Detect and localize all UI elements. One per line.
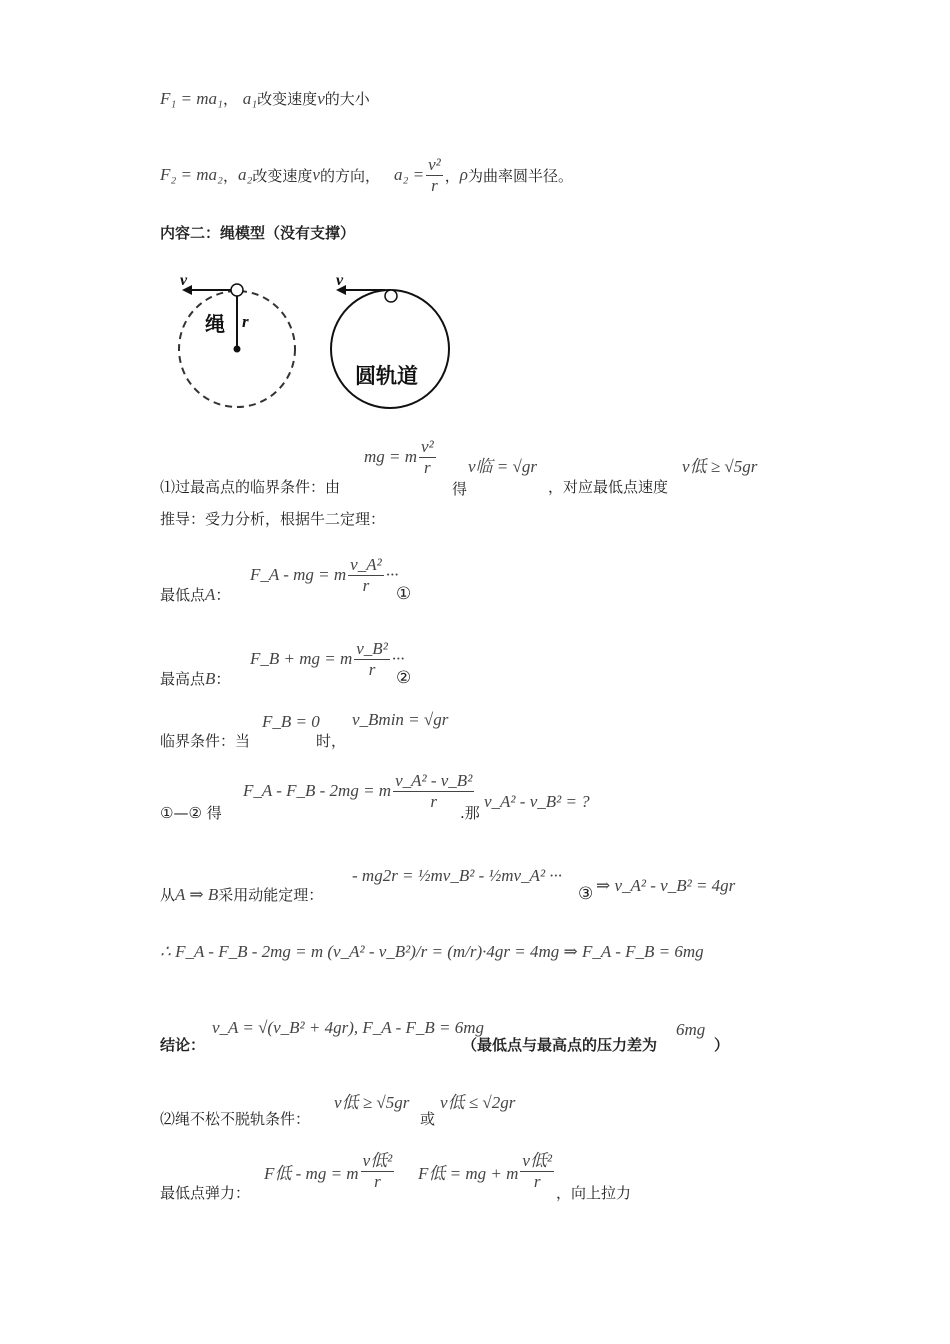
colon: ： bbox=[215, 670, 231, 688]
denominator: r bbox=[533, 1171, 541, 1191]
numerator: v_A² bbox=[350, 554, 382, 574]
colon: ： bbox=[215, 586, 231, 604]
critical-label: 临界条件：当 bbox=[160, 732, 251, 750]
label-track: 圆轨道 bbox=[355, 364, 418, 388]
rope-model-diagram bbox=[170, 265, 460, 415]
formula-vbmin: v_Bmin = √gr bbox=[352, 710, 449, 729]
cond1-formula bbox=[364, 432, 438, 482]
formula-fb-zero: F_B = 0 bbox=[262, 712, 320, 731]
numerator: v_A² - v_B² bbox=[395, 770, 473, 790]
numerator: v_B² bbox=[356, 638, 388, 658]
formula-f2: F₂ = ma₂ bbox=[160, 165, 223, 184]
denominator: r bbox=[374, 1171, 381, 1191]
fraction bbox=[361, 1151, 395, 1192]
formula-conclusion: v_A = √(v_B² + 4gr), F_A - F_B = 6mg bbox=[212, 1018, 484, 1037]
formula-v-low: v低 ≥ √5gr bbox=[682, 457, 758, 476]
formula-f1: F₁ = ma₁ bbox=[160, 89, 223, 108]
text-lowest-speed: ，对应最低点速度 bbox=[548, 478, 669, 496]
ball-track bbox=[385, 290, 397, 302]
line-f1 bbox=[160, 88, 370, 109]
track-circle bbox=[331, 290, 449, 408]
dots: ··· bbox=[385, 565, 399, 584]
symbol-v: v bbox=[317, 89, 325, 108]
numerator: v低² bbox=[362, 1150, 393, 1170]
conclusion-6mg: 6mg bbox=[676, 1020, 706, 1039]
formula-diff: F_A - F_B - 2mg = m bbox=[243, 781, 392, 800]
formula-fa: F_A - mg = m bbox=[250, 565, 347, 584]
symbol-rho: ρ bbox=[459, 165, 468, 184]
center-dot bbox=[234, 346, 241, 353]
label-v-right: v bbox=[336, 272, 344, 289]
text-shi: 时， bbox=[316, 732, 347, 750]
point-a: A bbox=[205, 585, 216, 604]
formula-a2: a₂ = bbox=[393, 165, 425, 184]
text-radius: 为曲率圆半径。 bbox=[467, 166, 573, 185]
numerator: v低² bbox=[522, 1150, 553, 1170]
circle-2: ② bbox=[396, 668, 412, 688]
fraction bbox=[354, 639, 390, 680]
derive-text: 推导：受力分析，根据牛二定理： bbox=[160, 510, 386, 528]
diff-label bbox=[160, 802, 222, 823]
dots: ··· bbox=[391, 649, 405, 668]
formula-cond2-a: v低 ≥ √5gr bbox=[334, 1093, 410, 1112]
formula-flow-2: F低 = mg + m bbox=[418, 1163, 519, 1183]
formula-question: v_A² - v_B² = ? bbox=[484, 792, 590, 811]
diff-formula bbox=[243, 766, 476, 816]
cond1-prefix: ⑴过最高点的临界条件：由 bbox=[160, 478, 341, 496]
energy-label bbox=[160, 884, 323, 905]
formula-mg: mg = m bbox=[364, 447, 418, 466]
lowA-formula bbox=[250, 550, 398, 600]
circle-1: ① bbox=[396, 584, 412, 604]
formula-v-lin: v临 = √gr bbox=[468, 457, 537, 476]
conclusion-end: ） bbox=[714, 1036, 730, 1054]
highB-formula bbox=[250, 634, 405, 684]
fraction bbox=[419, 437, 436, 478]
lowA-label bbox=[160, 584, 230, 605]
text-or: 或 bbox=[420, 1110, 436, 1128]
lowforce-formula-1 bbox=[264, 1146, 396, 1196]
numerator: v² bbox=[421, 436, 434, 456]
text-de: 得 bbox=[206, 804, 222, 822]
symbol-a1: a₁ bbox=[242, 89, 258, 108]
formula-energy-result: ⇒ v_A² - v_B² = 4gr bbox=[596, 876, 736, 895]
line-f2 bbox=[160, 150, 573, 200]
formula-cond2-b: v低 ≤ √2gr bbox=[440, 1093, 516, 1112]
section-title: 内容二：绳模型（没有支撑） bbox=[160, 224, 356, 242]
label-1-2: ①—② bbox=[160, 804, 202, 822]
label-text: 最低点 bbox=[160, 586, 206, 604]
text-magnitude: 的大小 bbox=[324, 90, 370, 108]
text-energy-theorem: 采用动能定理： bbox=[218, 886, 324, 904]
text-de: 得 bbox=[452, 480, 468, 498]
numerator: v² bbox=[428, 154, 441, 174]
lowforce-formula-2 bbox=[418, 1146, 556, 1196]
denominator: r bbox=[424, 457, 431, 477]
label-rope: 绳 bbox=[205, 312, 225, 336]
comma: ， bbox=[222, 90, 238, 108]
denominator: r bbox=[362, 575, 370, 595]
text-change-speed: 改变速度 bbox=[257, 90, 318, 108]
ball-top bbox=[231, 284, 243, 296]
highB-label bbox=[160, 668, 230, 689]
conclusion-label: 结论： bbox=[160, 1036, 206, 1054]
lowforce-label: 最低点弹力： bbox=[160, 1184, 251, 1202]
formula-energy: - mg2r = ½mv_B² - ½mv_A² ··· bbox=[352, 866, 563, 885]
text-from: 从 bbox=[160, 886, 176, 904]
symbol-v: v bbox=[312, 165, 320, 184]
label-text: 最高点 bbox=[160, 670, 206, 688]
denominator: r bbox=[368, 659, 376, 679]
fraction-v2-r bbox=[426, 155, 443, 196]
comma: ， bbox=[222, 166, 238, 185]
label-v-left: v bbox=[180, 272, 188, 289]
formula-fb: F_B + mg = m bbox=[250, 649, 353, 668]
fraction bbox=[348, 555, 384, 596]
fraction bbox=[520, 1151, 554, 1192]
text-direction: 的方向， bbox=[319, 166, 380, 185]
denominator: r bbox=[430, 791, 437, 811]
circle-3: ③ bbox=[578, 884, 594, 904]
conclusion-note: （最低点与最高点的压力差为 bbox=[462, 1036, 658, 1054]
formula-therefore: ∴ F_A - F_B - 2mg = m (v_A² - v_B²)/r = (m/r)·4gr = 4mg ⇒ F_A - F_B = 6mg bbox=[160, 942, 704, 961]
cond2-label: ⑵绳不松不脱轨条件： bbox=[160, 1110, 311, 1128]
point-b: B bbox=[205, 669, 216, 688]
formula-a-to-b: A ⇒ B bbox=[175, 885, 219, 904]
text-change-speed: 改变速度 bbox=[252, 166, 313, 185]
formula-flow-1: F低 - mg = m bbox=[264, 1163, 359, 1183]
text-upward-pull: ，向上拉力 bbox=[556, 1184, 632, 1202]
label-r: r bbox=[242, 312, 249, 331]
comma: ， bbox=[444, 166, 460, 185]
denominator: r bbox=[431, 175, 438, 195]
symbol-a2: a₂ bbox=[237, 165, 253, 184]
text-na: .那 bbox=[460, 804, 480, 822]
